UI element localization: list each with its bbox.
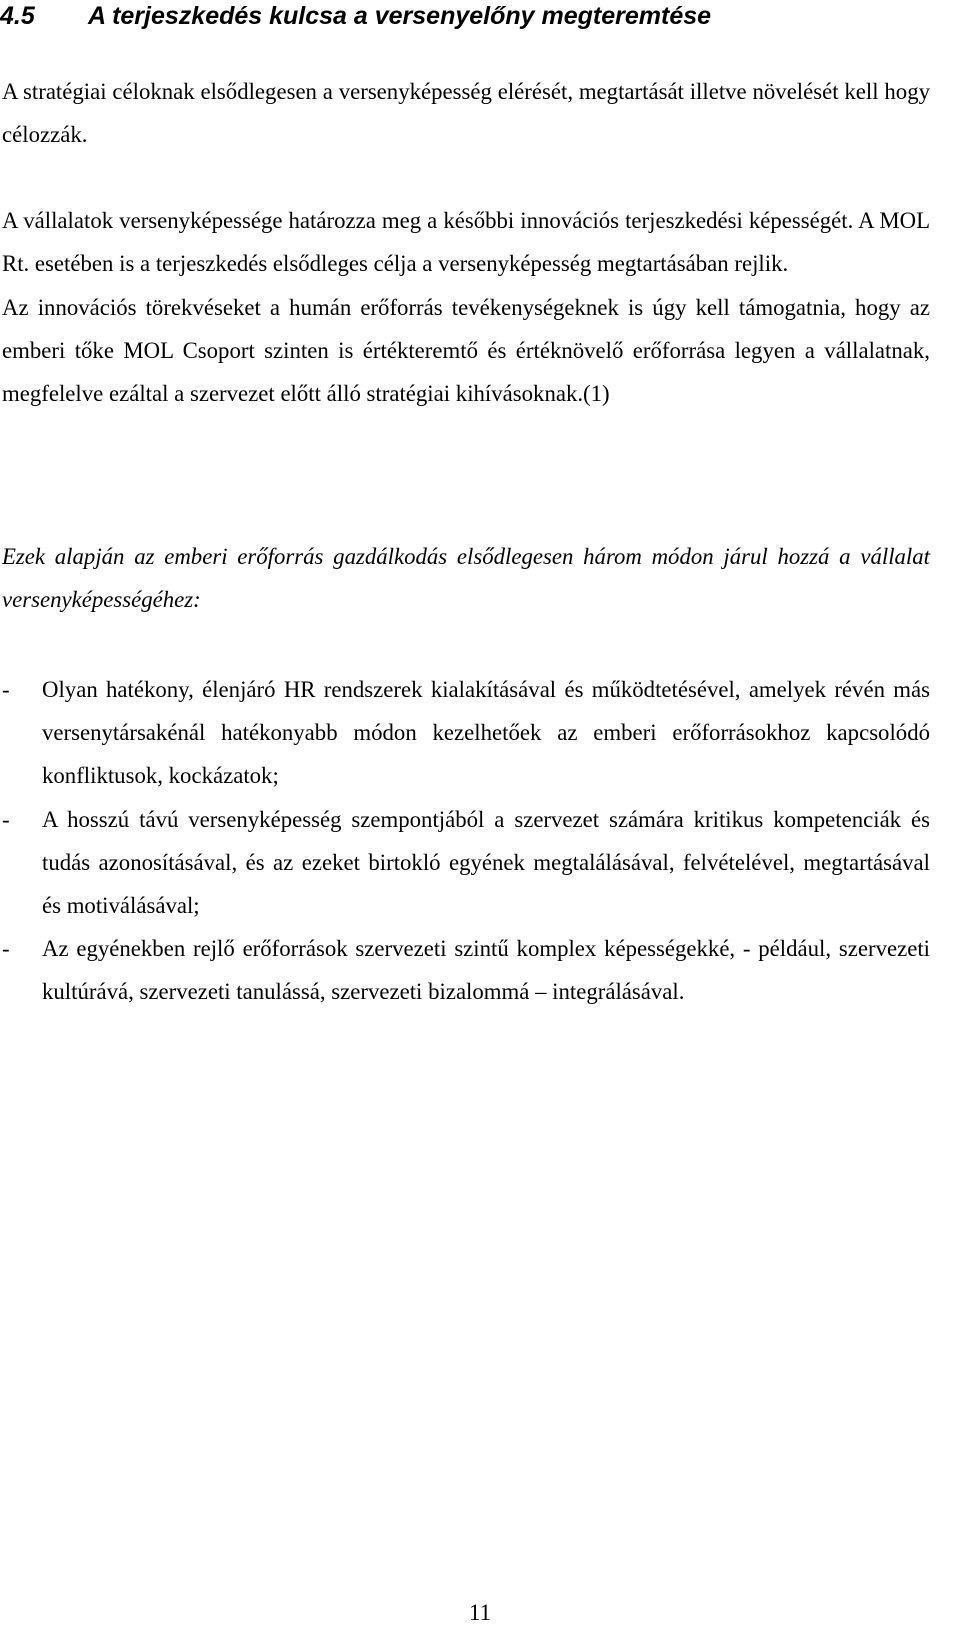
list-item [2,798,930,928]
section-title: A terjeszkedés kulcsa a versenyelőny megteremtése [88,2,712,30]
list-item [2,927,930,1013]
list-item-text: Olyan hatékony, élenjáró HR rendszerek kialakításával és működtetésével, amelyek révén más versenytársakénál hatékonyabb módon kezelhetőek az emberi erőforrásokhoz kapcsolódó konfliktusok, kockázatok; [42,677,930,789]
paragraph-hr-contribution: Ezek alapján az emberi erőforrás gazdálkodás elsődlegesen három módon járul hozzá a vállalat versenyképességéhez: [2,544,930,613]
list-item-text: Az egyénekben rejlő erőforrások szervezeti szintű komplex képességekké, - például, szervezeti kultúrává, szervezeti tanulássá, szervezeti bizalommá – integrálásával. [42,936,930,1005]
list-marker: - [2,936,10,962]
list-marker: - [2,806,10,832]
paragraph-innovation: Az innovációs törekvéseket a humán erőforrás tevékenységeknek is úgy kell támogatnia, hogy az emberi tőke MOL Csoport szinten is értékteremtő és értéknövelő erőforrása legyen a vállalatnak, megfelelve ezáltal a szervezet előtt álló stratégiai kihívásoknak.(1) [2,295,930,407]
list-item-text: A hosszú távú versenyképesség szempontjából a szervezet számára kritikus kompetenciák és tudás azonosításával, és az ezeket birtokló egyének megtalálásával, felvételével, megtartásával és motiválásával; [42,806,930,919]
section-heading [0,0,940,32]
page-number: 11 [469,1600,491,1625]
contribution-list [2,668,930,1014]
list-item [2,668,930,798]
paragraph-competitiveness: A vállalatok versenyképessége határozza meg a későbbi innovációs terjeszkedési képességét. A MOL Rt. esetében is a terjeszkedés elsődleges célja a versenyképesség megtartásában rejlik. [2,208,930,277]
paragraph-strategic-goals: A stratégiai céloknak elsődlegesen a versenyképesség elérését, megtartását illetve növelését kell hogy célozzák. [2,79,930,148]
section-number: 4.5 [0,2,35,30]
list-marker: - [2,677,10,702]
